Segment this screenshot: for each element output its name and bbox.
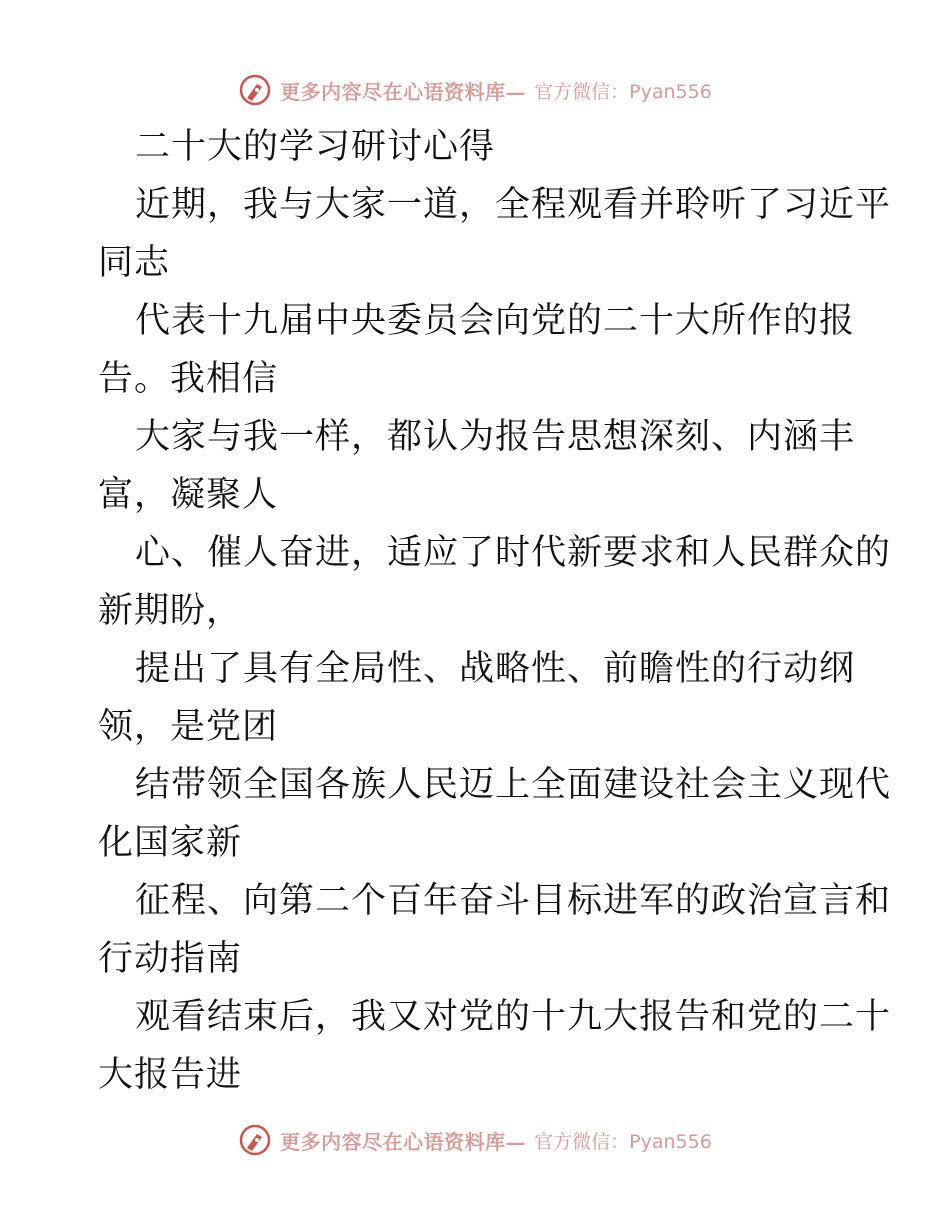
paragraph-line: 代表十九届中央委员会向党的二十大所作的报 <box>135 301 856 341</box>
paragraph-line: 同志 <box>98 243 171 283</box>
document-title: 二十大的学习研讨心得 <box>135 127 496 167</box>
document-body <box>98 118 892 1104</box>
banner-brand-text: 更多内容尽在心语资料库— <box>280 79 527 104</box>
pen-nib-logo-icon <box>238 73 272 107</box>
banner-wechat-text: 官方微信：Pyan556 <box>534 1130 712 1153</box>
paragraph-line: 近期，我与大家一道，全程观看并聆听了习近平 <box>135 185 892 225</box>
paragraph-line: 领，是党团 <box>98 707 279 747</box>
paragraph-line: 提出了具有全局性、战略性、前瞻性的行动纲 <box>135 649 856 689</box>
paragraph-line: 告。我相信 <box>98 359 279 399</box>
paragraph-line: 心、催人奋进，适应了时代新要求和人民群众的 <box>135 533 892 573</box>
paragraph-line: 大报告进 <box>98 1055 243 1095</box>
paragraph-line: 化国家新 <box>98 823 243 863</box>
pen-nib-logo-icon <box>238 1123 272 1157</box>
paragraph-line: 观看结束后，我又对党的十九大报告和党的二十 <box>135 997 892 1037</box>
paragraph-line: 行动指南 <box>98 939 243 979</box>
paragraph-line: 大家与我一样，都认为报告思想深刻、内涵丰 <box>135 417 856 457</box>
paragraph-line: 新期盼， <box>98 591 243 631</box>
footer-watermark-banner <box>0 1120 950 1160</box>
paragraph-line: 富，凝聚人 <box>98 475 279 515</box>
paragraph-line: 征程、向第二个百年奋斗目标进军的政治宣言和 <box>135 881 892 921</box>
banner-wechat-text: 官方微信：Pyan556 <box>534 80 712 103</box>
paragraph-line: 结带领全国各族人民迈上全面建设社会主义现代 <box>135 765 892 805</box>
header-watermark-banner <box>0 70 950 110</box>
banner-brand-text: 更多内容尽在心语资料库— <box>280 1129 527 1154</box>
